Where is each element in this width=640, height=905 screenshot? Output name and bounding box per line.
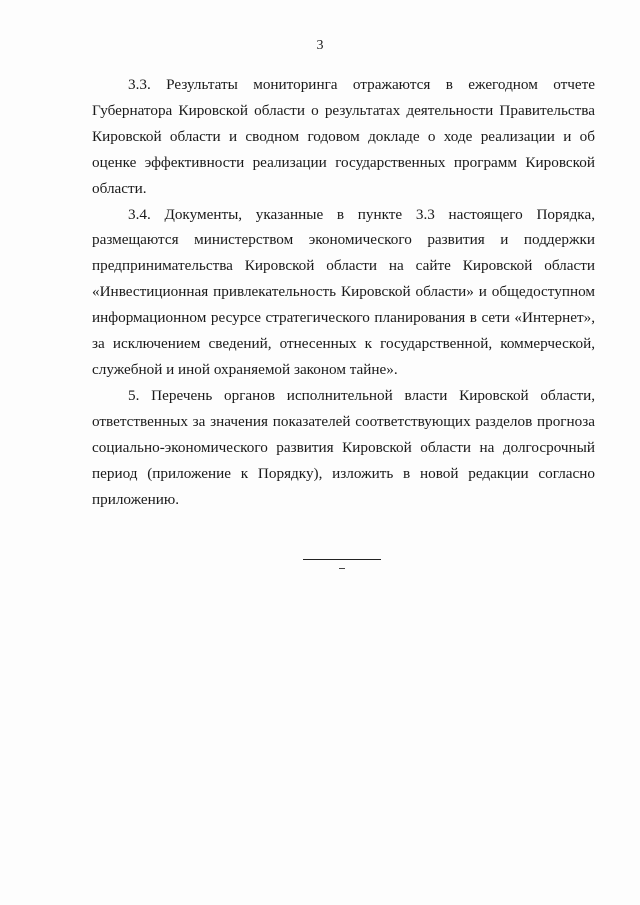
document-body <box>92 72 595 512</box>
end-of-text-rule <box>303 559 381 560</box>
end-of-text-mark <box>339 568 345 569</box>
page-number: 3 <box>316 38 324 53</box>
paragraph-3-3: 3.3. Результаты мониторинга отражаются в ежегодном отчете Губернатора Кировской области о результатах деятельности Правительства Кировской области и сводном годовом докладе о ходе реализации и об оценке эффективности реализации государственных программ Кировской области. <box>92 76 595 197</box>
paragraph-3-4: 3.4. Документы, указанные в пункте 3.3 настоящего Порядка, размещаются министерством экономического развития и поддержки предпринимательства Кировской области на сайте Кировской области «Инвестиционная привлекательность Кировской области» и общедоступном информационном ресурсе стратегического планирования в сети «Интернет», за исключением сведений, отнесенных к государственной, коммерческой, служебной и иной охраняемой законом тайне». <box>92 205 595 378</box>
paragraph-5: 5. Перечень органов исполнительной власти Кировской области, ответственных за значения показателей соответствующих разделов прогноза социально-экономического развития Кировской области на долгосрочный период (приложение к Порядку), изложить в новой редакции согласно приложению. <box>92 386 595 508</box>
